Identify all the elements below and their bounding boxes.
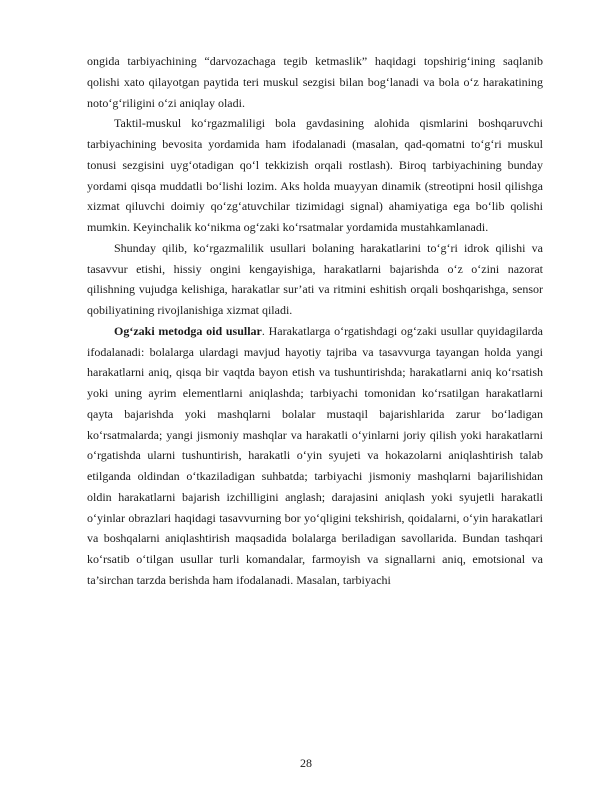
document-body [87,51,543,591]
paragraph-4 [87,321,543,591]
section-heading-inline: Og‘zaki metodga oid usullar [114,323,262,338]
paragraph-2: Taktil-muskul ko‘rgazmaliligi bola gavdasining alohida qismlarini boshqaruvchi tarbiyachining bevosita yordamida ham ifodalanadi (masalan, qad-qomatni to‘g‘ri muskul tonusi sezgisini uyg‘otadigan qo‘l tekkizish orqali rostlash). Biroq tarbiyachining bunday yordami qisqa muddatli bo‘lishi lozim. Aks holda muayyan dinamik (streotipni hosil qilishga xizmat qiluvchi doimiy qo‘zg‘atuvchilar tizimidagi signal) ahamiyatiga ega bo‘lib qolishi mumkin. Keyinchalik ko‘nikma og‘zaki ko‘rsatmalar yordamida mustahkamlanadi. [87,116,543,234]
paragraph-4-text: . Harakatlarga o‘rgatishdagi og‘zaki usullar quyidagilarda ifodalanadi: bolalarga ulardagi mavjud hayotiy tajriba va tasavvurga tayangan holda yangi harakatlarni aniq, qisqa bir vaqtda bayon etish va tushuntirishda; harakatlarni aniq ko‘rsatish yoki uning ayrim elementlarni aniqlashda; tarbiyachi tomonidan ko‘rsatilgan harakatlarni qayta bajarishda yoki mashqlarni bolalar mustaqil bajarishlarida zarur bo‘ladigan ko‘rsatmalarda; yangi jismoniy mashqlar va harakatli o‘yinlarni joriy qilish yoki harakatlarni o‘rgatishda ularni tushuntirish, harakatli o‘yin syujeti va hokazolarni aniqlashtirish talab etilganda oldindan o‘tkaziladigan suhbatda; tarbiyachi jismoniy mashqlarni bajarilishidan oldin harakatlarni bajarish izchilligini anglash; darajasini aniqlash yoki syujetli harakatli o‘yinlar obrazlari haqidagi tasavvurning bor yo‘qligini tekshirish, qoidalarni, o‘yin harakatlari va boshqalarni aniqlashtirish maqsadida bolalarga beriladigan savollarida. Bundan tashqari ko‘rsatib o‘tilgan usullar turli komandalar, farmoyish va signallarni aniq, emotsional va ta’sirchan tarzda berishda ham ifodalanadi. Masalan, tarbiyachi [87,323,543,587]
page-number: 28 [300,756,312,770]
paragraph-1: ongida tarbiyachining “darvozachaga tegib ketmaslik” haqidagi topshirig‘ining saqlanib qolishi xato qilayotgan paytida teri muskul sezgisi bilan bog‘lanadi va bola o‘z harakatining noto‘g‘riligini o‘zi aniqlay oladi. [87,54,543,110]
paragraph-3: Shunday qilib, ko‘rgazmalilik usullari bolaning harakatlarini to‘g‘ri idrok qilishi va tasavvur etishi, hissiy ongini kengayishiga, harakatlarni bajarishda o‘z o‘zini nazorat qilishning vujudga kelishiga, harakatlar sur’ati va ritmini eshitish orqali boshqarishga, sensor qobiliyatining rivojlanishiga xizmat qiladi. [87,240,543,317]
